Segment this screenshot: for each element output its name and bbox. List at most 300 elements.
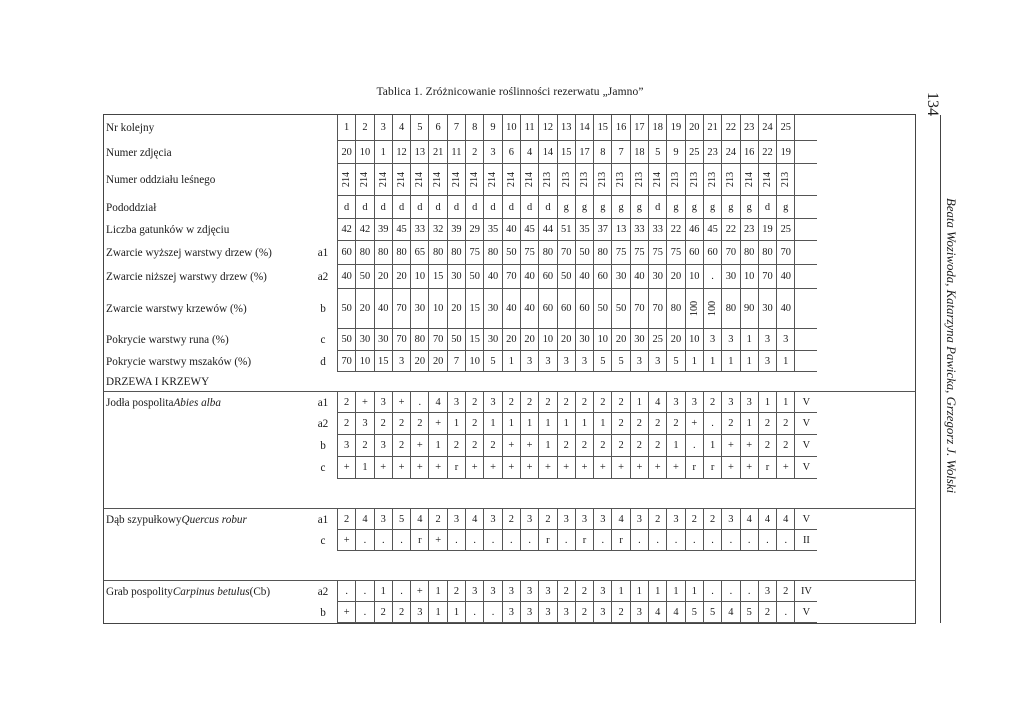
- table-cell: 80: [355, 241, 373, 265]
- table-cell: 3: [703, 329, 721, 351]
- table-cell: 20: [447, 289, 465, 329]
- row-cells: [337, 289, 817, 329]
- table-cell: g: [611, 196, 629, 219]
- table-cell: d: [392, 196, 410, 219]
- layer-code: c: [320, 334, 326, 346]
- table-cell: 65: [410, 241, 428, 265]
- table-cell: 2: [630, 435, 648, 457]
- table-cell: 30: [447, 265, 465, 289]
- table-cell: .: [685, 435, 703, 457]
- table-cell: 40: [630, 265, 648, 289]
- table-cell: 30: [410, 289, 428, 329]
- table-cell: 3: [538, 351, 556, 372]
- table-cell: r: [703, 457, 721, 479]
- vegetation-table: [103, 114, 916, 624]
- table-cell: 3: [630, 351, 648, 372]
- table-cell: +: [740, 457, 758, 479]
- table-cell: r: [538, 530, 556, 551]
- rotated-value: 214: [469, 171, 481, 188]
- table-cell: 2: [465, 435, 483, 457]
- table-cell: .: [666, 530, 684, 551]
- table-cell: +: [538, 457, 556, 479]
- rotated-value: 214: [743, 171, 755, 188]
- table-cell: 60: [703, 241, 721, 265]
- rotated-value: 213: [579, 171, 590, 188]
- table-cell: 1: [538, 413, 556, 435]
- table-cell: .: [410, 392, 428, 413]
- table-cell: 12: [538, 115, 556, 141]
- row-label: Numer oddziału leśnego: [106, 174, 216, 186]
- table-cell: 2: [575, 581, 593, 602]
- table-cell: r: [611, 530, 629, 551]
- table-cell: d: [758, 196, 776, 219]
- table-cell: 80: [538, 241, 556, 265]
- row-cells: [337, 435, 817, 457]
- table-cell: 2: [465, 413, 483, 435]
- table-cell: 15: [465, 289, 483, 329]
- rotated-value: 214: [432, 171, 444, 188]
- table-cell: d: [374, 196, 392, 219]
- running-head-authors: Beata Woziwoda, Katarzyna Pawicka, Grzegorz J. Wolski: [944, 198, 958, 494]
- table-cell: 2: [337, 413, 355, 435]
- table-cell: +: [685, 413, 703, 435]
- table-cell: 7: [447, 115, 465, 141]
- table-cell: 2: [648, 435, 666, 457]
- table-cell: 3: [593, 602, 611, 623]
- table-cell: 2: [557, 581, 575, 602]
- row-cells: [337, 457, 817, 479]
- table-cell: .: [447, 530, 465, 551]
- table-cell: 1: [447, 602, 465, 623]
- table-cell: 4: [648, 602, 666, 623]
- table-cell: 4: [465, 509, 483, 530]
- table-cell: 2: [465, 392, 483, 413]
- table-cell: .: [776, 602, 794, 623]
- layer-code: b: [320, 303, 326, 315]
- table-cell: 2: [355, 435, 373, 457]
- table-cell: 42: [355, 219, 373, 241]
- table-row: [103, 141, 916, 164]
- table-cell: 80: [428, 241, 446, 265]
- table-cell: 2: [392, 602, 410, 623]
- table-cell: d: [465, 196, 483, 219]
- table-cell: 1: [428, 435, 446, 457]
- table-cell: 50: [557, 265, 575, 289]
- table-cell: 15: [374, 351, 392, 372]
- species-common-name: Dąb szypułkowy: [106, 513, 182, 526]
- table-row: [103, 219, 916, 241]
- rotated-value: 214: [524, 171, 536, 188]
- table-cell: 80: [740, 241, 758, 265]
- table-cell: 2: [776, 413, 794, 435]
- table-cell: 39: [374, 219, 392, 241]
- table-cell: r: [685, 457, 703, 479]
- table-cell: 33: [410, 219, 428, 241]
- margin-rule: [940, 115, 941, 623]
- table-cell: 3: [520, 351, 538, 372]
- table-cell: +: [428, 457, 446, 479]
- table-cell: [630, 164, 648, 196]
- frequency-cell: IV: [794, 581, 817, 602]
- rotated-value: 213: [633, 171, 645, 188]
- table-cell: 12: [392, 141, 410, 164]
- table-cell: .: [685, 530, 703, 551]
- table-row: [103, 530, 916, 551]
- table-cell: [666, 164, 684, 196]
- table-cell: 10: [593, 329, 611, 351]
- table-cell: 60: [575, 289, 593, 329]
- row-label: Zwarcie niższej warstwy drzew (%): [106, 271, 267, 283]
- table-cell: 10: [740, 265, 758, 289]
- table-cell: 3: [575, 509, 593, 530]
- layer-code: d: [320, 355, 326, 368]
- rotated-value: 214: [414, 171, 426, 188]
- table-cell: [502, 164, 520, 196]
- table-row: [103, 581, 916, 602]
- table-cell: 14: [575, 115, 593, 141]
- table-cell: 3: [721, 329, 739, 351]
- table-cell: 35: [483, 219, 501, 241]
- table-cell: 4: [666, 602, 684, 623]
- table-cell: +: [337, 457, 355, 479]
- table-cell: 1: [740, 329, 758, 351]
- table-cell: 20: [392, 265, 410, 289]
- table-row: [103, 164, 916, 196]
- row-label: [104, 509, 309, 530]
- table-cell: 3: [502, 602, 520, 623]
- table-cell: +: [593, 457, 611, 479]
- table-cell: 40: [374, 289, 392, 329]
- table-cell: 25: [776, 219, 794, 241]
- table-cell: 4: [520, 141, 538, 164]
- table-cell: r: [410, 530, 428, 551]
- table-row: [103, 457, 916, 479]
- table-cell: 30: [575, 329, 593, 351]
- table-cell: [776, 164, 794, 196]
- rotated-value: 214: [487, 171, 499, 188]
- layer-code: [309, 219, 337, 241]
- table-cell: 14: [538, 141, 556, 164]
- table-cell: 3: [447, 509, 465, 530]
- table-cell: 3: [483, 509, 501, 530]
- table-cell: +: [337, 530, 355, 551]
- species-common-name: Jodła pospolita: [106, 396, 174, 409]
- table-cell: +: [502, 457, 520, 479]
- table-cell: 8: [593, 141, 611, 164]
- table-cell: 40: [575, 265, 593, 289]
- table-cell: 15: [465, 329, 483, 351]
- table-cell: 13: [611, 219, 629, 241]
- table-cell: [520, 164, 538, 196]
- table-cell: 50: [465, 265, 483, 289]
- table-cell: 13: [557, 115, 575, 141]
- table-cell: 20: [611, 329, 629, 351]
- frequency-cell: [794, 164, 817, 196]
- table-cell: [648, 164, 666, 196]
- table-cell: [758, 164, 776, 196]
- table-cell: 10: [410, 265, 428, 289]
- table-cell: 1: [520, 413, 538, 435]
- table-cell: 40: [520, 289, 538, 329]
- layer-code: b: [320, 440, 326, 452]
- species-latin-name: Abies alba: [173, 396, 221, 409]
- table-cell: 1: [611, 581, 629, 602]
- layer-code: [309, 141, 337, 164]
- table-cell: +: [557, 457, 575, 479]
- table-cell: 19: [776, 141, 794, 164]
- table-cell: 80: [483, 241, 501, 265]
- table-cell: 2: [593, 435, 611, 457]
- table-cell: 3: [483, 581, 501, 602]
- table-cell: 24: [758, 115, 776, 141]
- table-cell: 50: [593, 289, 611, 329]
- table-cell: 1: [648, 581, 666, 602]
- row-cells: [337, 265, 817, 289]
- table-cell: 70: [392, 289, 410, 329]
- table-cell: +: [721, 457, 739, 479]
- table-cell: 2: [630, 413, 648, 435]
- table-cell: 20: [666, 329, 684, 351]
- table-cell: 20: [685, 115, 703, 141]
- table-cell: 5: [593, 351, 611, 372]
- table-caption: Tablica 1. Zróżnicowanie roślinności rezerwatu „Jamno”: [376, 86, 644, 98]
- table-cell: d: [428, 196, 446, 219]
- table-cell: 11: [447, 141, 465, 164]
- layer-code: a2: [317, 585, 329, 598]
- table-cell: 39: [447, 219, 465, 241]
- table-cell: 6: [428, 115, 446, 141]
- table-cell: 15: [557, 141, 575, 164]
- table-cell: 3: [557, 509, 575, 530]
- table-cell: 40: [502, 289, 520, 329]
- table-cell: 70: [776, 241, 794, 265]
- layer-code: [309, 196, 337, 219]
- table-cell: g: [721, 196, 739, 219]
- table-cell: .: [392, 581, 410, 602]
- table-cell: .: [483, 530, 501, 551]
- table-cell: 8: [465, 115, 483, 141]
- table-cell: +: [410, 457, 428, 479]
- table-cell: 2: [392, 413, 410, 435]
- table-cell: [337, 164, 355, 196]
- table-cell: 2: [575, 392, 593, 413]
- table-cell: 3: [685, 392, 703, 413]
- table-cell: .: [355, 602, 373, 623]
- table-cell: 3: [721, 509, 739, 530]
- table-cell: .: [337, 581, 355, 602]
- table-cell: 2: [447, 581, 465, 602]
- table-cell: 80: [593, 241, 611, 265]
- table-cell: 70: [557, 241, 575, 265]
- rotated-value: 213: [615, 171, 627, 188]
- table-cell: 5: [703, 602, 721, 623]
- layer-code: a2: [317, 418, 329, 430]
- table-cell: [447, 164, 465, 196]
- frequency-cell: [794, 219, 817, 241]
- table-cell: 50: [355, 265, 373, 289]
- table-cell: 40: [520, 265, 538, 289]
- table-cell: 1: [355, 457, 373, 479]
- table-cell: 3: [483, 392, 501, 413]
- table-cell: [721, 164, 739, 196]
- table-cell: 4: [648, 392, 666, 413]
- table-cell: 2: [648, 509, 666, 530]
- table-cell: 2: [392, 435, 410, 457]
- table-cell: [410, 164, 428, 196]
- table-cell: 50: [611, 289, 629, 329]
- table-row: [103, 115, 916, 141]
- table-cell: 60: [538, 265, 556, 289]
- table-cell: 22: [721, 219, 739, 241]
- table-cell: +: [575, 457, 593, 479]
- row-label: Zwarcie wyższej warstwy drzew (%): [106, 247, 272, 259]
- species-common-name: Grab pospolity: [106, 585, 173, 598]
- frequency-cell: V: [794, 602, 817, 623]
- table-cell: +: [630, 457, 648, 479]
- rotated-value: 100: [688, 300, 700, 317]
- table-cell: 18: [648, 115, 666, 141]
- table-cell: 70: [630, 289, 648, 329]
- table-cell: 3: [374, 115, 392, 141]
- table-cell: +: [428, 530, 446, 551]
- table-cell: .: [740, 530, 758, 551]
- table-cell: 7: [447, 351, 465, 372]
- table-cell: 6: [502, 141, 520, 164]
- table-cell: 5: [483, 351, 501, 372]
- rotated-value: 213: [688, 171, 700, 188]
- table-cell: .: [465, 602, 483, 623]
- table-cell: 4: [392, 115, 410, 141]
- table-cell: .: [703, 413, 721, 435]
- table-cell: 22: [721, 115, 739, 141]
- table-cell: 2: [374, 602, 392, 623]
- table-cell: 60: [593, 265, 611, 289]
- table-cell: .: [465, 530, 483, 551]
- row-cells: [337, 530, 817, 551]
- table-cell: .: [703, 581, 721, 602]
- table-cell: 50: [575, 241, 593, 265]
- table-cell: d: [648, 196, 666, 219]
- frequency-cell: [794, 289, 817, 329]
- table-cell: 2: [465, 141, 483, 164]
- rotated-value: 214: [450, 171, 462, 188]
- table-cell: 1: [593, 413, 611, 435]
- table-cell: 1: [337, 115, 355, 141]
- table-cell: 2: [758, 413, 776, 435]
- table-cell: r: [447, 457, 465, 479]
- table-cell: .: [703, 265, 721, 289]
- table-cell: [392, 164, 410, 196]
- table-cell: 3: [410, 602, 428, 623]
- table-row: [103, 241, 916, 265]
- table-cell: 15: [428, 265, 446, 289]
- section-title: DRZEWA I KRZEWY: [103, 372, 916, 392]
- table-cell: 30: [374, 329, 392, 351]
- table-cell: [538, 164, 556, 196]
- table-cell: 1: [776, 392, 794, 413]
- table-cell: 5: [648, 141, 666, 164]
- rotated-value: 214: [761, 171, 773, 188]
- table-cell: r: [758, 457, 776, 479]
- table-cell: [575, 164, 593, 196]
- frequency-cell: [794, 141, 817, 164]
- table-cell: 3: [483, 141, 501, 164]
- table-cell: 2: [611, 602, 629, 623]
- table-cell: 19: [758, 219, 776, 241]
- row-cells: [337, 241, 817, 265]
- table-cell: 3: [648, 351, 666, 372]
- table-cell: g: [703, 196, 721, 219]
- table-cell: 70: [758, 265, 776, 289]
- table-cell: 2: [685, 509, 703, 530]
- table-cell: 3: [374, 509, 392, 530]
- table-cell: 1: [575, 413, 593, 435]
- table-cell: 23: [740, 115, 758, 141]
- table-cell: 1: [776, 351, 794, 372]
- frequency-cell: [794, 196, 817, 219]
- table-cell: 10: [355, 141, 373, 164]
- table-cell: 3: [374, 435, 392, 457]
- table-cell: 20: [410, 351, 428, 372]
- table-cell: 1: [721, 351, 739, 372]
- species-suffix: (Cb): [249, 585, 271, 598]
- table-cell: +: [520, 457, 538, 479]
- table-cell: 5: [410, 115, 428, 141]
- frequency-cell: [794, 115, 817, 141]
- table-cell: 70: [502, 265, 520, 289]
- table-row: [103, 351, 916, 372]
- table-cell: d: [410, 196, 428, 219]
- table-cell: 75: [520, 241, 538, 265]
- table-cell: 2: [337, 509, 355, 530]
- table-cell: +: [410, 435, 428, 457]
- table-cell: 3: [557, 602, 575, 623]
- table-cell: 21: [703, 115, 721, 141]
- table-cell: 80: [666, 289, 684, 329]
- row-label: Numer zdjęcia: [106, 146, 172, 159]
- table-cell: 2: [758, 602, 776, 623]
- table-cell: d: [520, 196, 538, 219]
- table-cell: 1: [502, 351, 520, 372]
- table-cell: +: [337, 602, 355, 623]
- row-cells: [337, 219, 817, 241]
- table-cell: 22: [758, 141, 776, 164]
- rotated-value: 214: [505, 171, 517, 188]
- table-cell: 2: [703, 392, 721, 413]
- table-cell: 3: [666, 392, 684, 413]
- table-cell: [483, 164, 501, 196]
- table-cell: 4: [355, 509, 373, 530]
- table-cell: 1: [666, 581, 684, 602]
- table-cell: 16: [611, 115, 629, 141]
- table-cell: 33: [648, 219, 666, 241]
- table-cell: 2: [648, 413, 666, 435]
- table-cell: 20: [520, 329, 538, 351]
- row-cells: [337, 164, 817, 196]
- table-cell: g: [557, 196, 575, 219]
- table-cell: 30: [483, 329, 501, 351]
- table-cell: 1: [685, 351, 703, 372]
- table-cell: +: [465, 457, 483, 479]
- table-cell: .: [740, 581, 758, 602]
- table-cell: g: [630, 196, 648, 219]
- table-cell: 2: [758, 435, 776, 457]
- table-cell: 2: [776, 435, 794, 457]
- table-cell: +: [721, 435, 739, 457]
- table-cell: 10: [428, 289, 446, 329]
- table-cell: 70: [648, 289, 666, 329]
- rotated-value: 213: [725, 171, 737, 188]
